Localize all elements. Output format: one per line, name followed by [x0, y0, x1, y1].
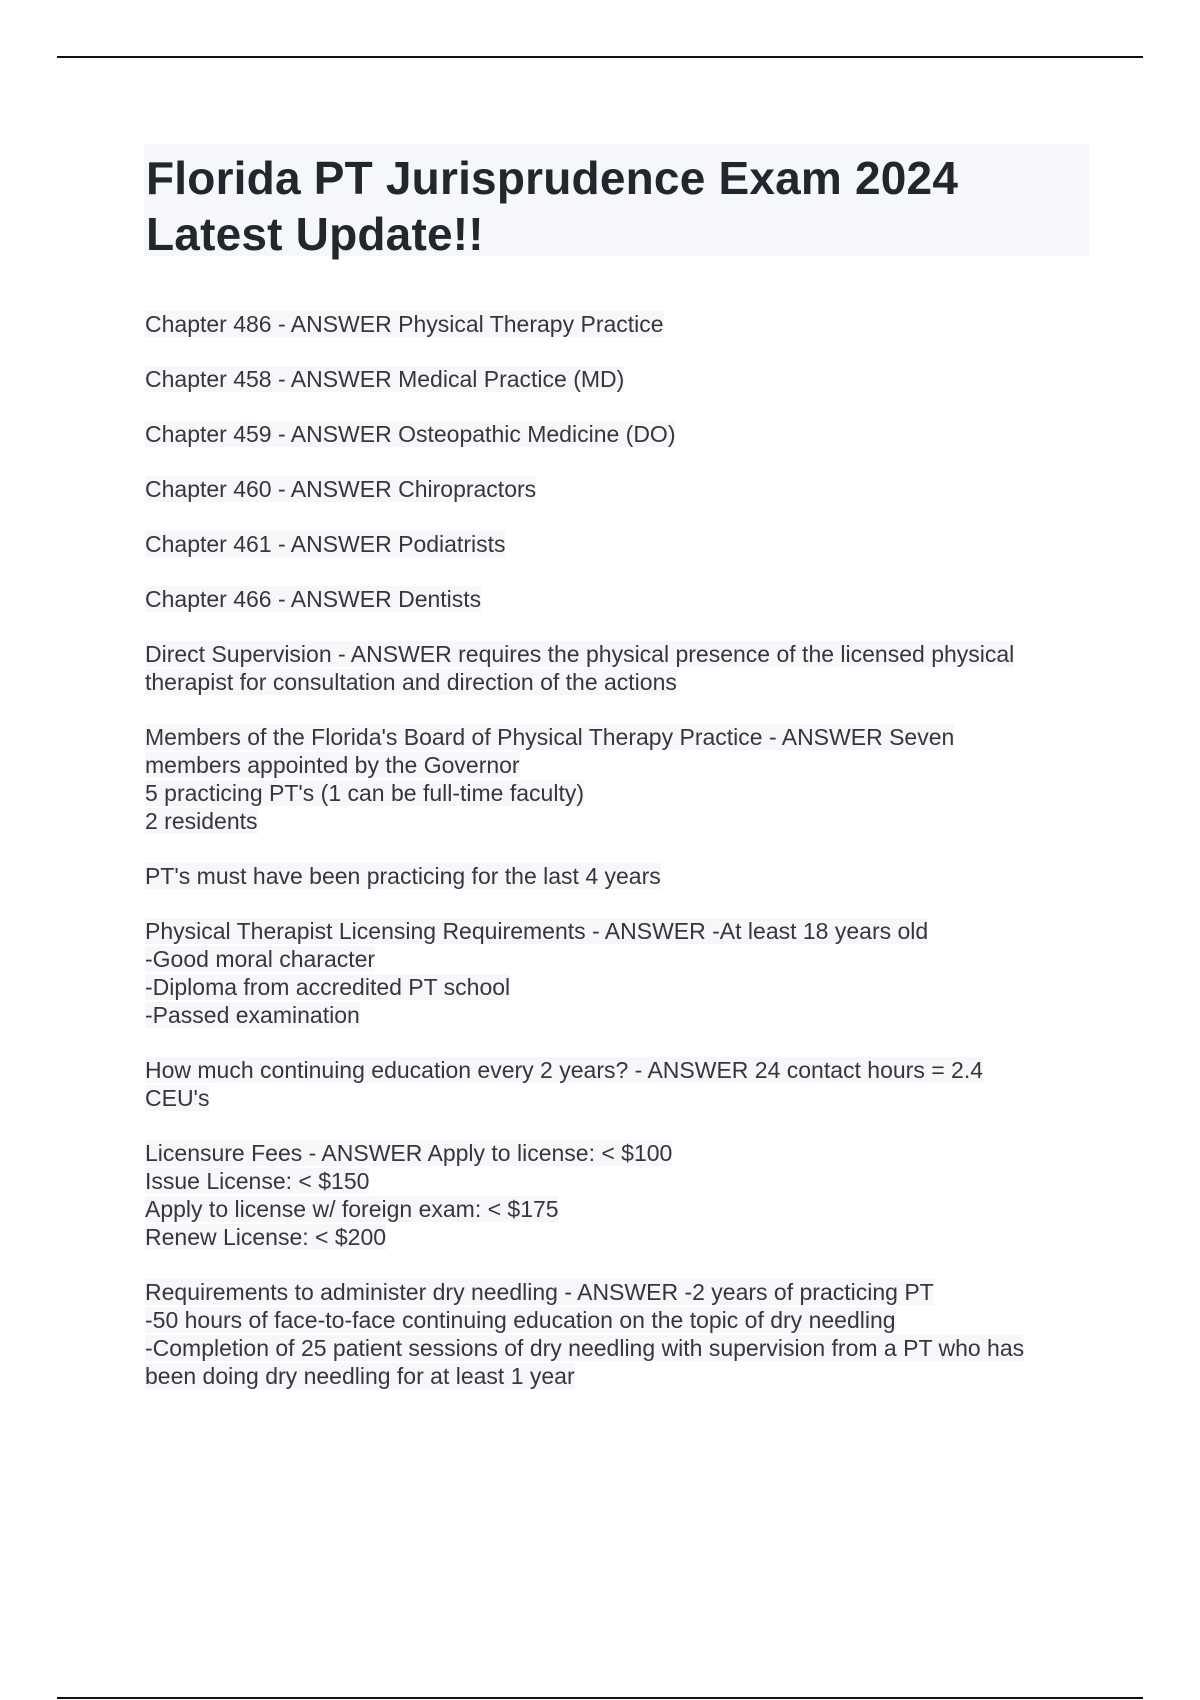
qa-entry-line [145, 807, 1085, 835]
qa-entry-line [145, 475, 1085, 503]
qa-entry-text: Issue License: < $150 [145, 1168, 370, 1194]
qa-entry-text: Chapter 461 - ANSWER Podiatrists [145, 531, 506, 557]
qa-entry-text: Chapter 458 - ANSWER Medical Practice (MD) [145, 366, 625, 392]
qa-entry-text: Chapter 460 - ANSWER Chiropractors [145, 476, 537, 502]
qa-entry [145, 530, 1085, 558]
title-line-1: Florida PT Jurisprudence Exam 2024 [146, 152, 959, 204]
qa-entry-line [145, 1223, 1085, 1251]
qa-entry-text: Apply to license w/ foreign exam: < $175 [145, 1196, 559, 1222]
qa-entry-line [145, 310, 1085, 338]
qa-entry [145, 365, 1085, 393]
qa-entry-line [145, 779, 1085, 807]
qa-entry-line [145, 1139, 1085, 1167]
qa-entry-text: Licensure Fees - ANSWER Apply to license: < $100 [145, 1140, 673, 1166]
qa-entry-text: 2 residents [145, 808, 258, 834]
qa-entry-line [145, 365, 1085, 393]
qa-entry-text: members appointed by the Governor [145, 752, 520, 778]
qa-entry-text: Chapter 466 - ANSWER Dentists [145, 586, 482, 612]
qa-entry-line [145, 917, 1085, 945]
top-rule [57, 56, 1143, 58]
qa-entry-text: PT's must have been practicing for the last 4 years [145, 863, 661, 889]
qa-entry [145, 1056, 1085, 1112]
qa-entry-line [145, 640, 1085, 668]
qa-entry-text: CEU's [145, 1085, 210, 1111]
qa-entry [145, 1139, 1085, 1251]
qa-entry-text: Chapter 486 - ANSWER Physical Therapy Practice [145, 311, 664, 337]
qa-entry-line [145, 862, 1085, 890]
qa-entry [145, 475, 1085, 503]
qa-entry-text: How much continuing education every 2 years? - ANSWER 24 contact hours = 2.4 [145, 1057, 984, 1083]
qa-entry-line [145, 751, 1085, 779]
qa-entry [145, 1278, 1085, 1390]
qa-entry-text: therapist for consultation and direction of the actions [145, 669, 677, 695]
qa-entry-line [145, 585, 1085, 613]
qa-entry-text: Physical Therapist Licensing Requirements - ANSWER -At least 18 years old [145, 918, 929, 944]
qa-entry-text: -Good moral character [145, 946, 376, 972]
qa-entry-text: -Diploma from accredited PT school [145, 974, 511, 1000]
qa-entry-text: -Passed examination [145, 1002, 360, 1028]
qa-entry [145, 917, 1085, 1029]
qa-entry-text: Members of the Florida's Board of Physical Therapy Practice - ANSWER Seven [145, 724, 955, 750]
qa-entry-text: -50 hours of face-to-face continuing education on the topic of dry needling [145, 1307, 896, 1333]
qa-entry-line [145, 723, 1085, 751]
title-line-2: Latest Update!! [146, 208, 484, 260]
qa-entry-line [145, 1001, 1085, 1029]
document-title [144, 144, 1089, 260]
qa-entry-line [145, 530, 1085, 558]
qa-entry-text: Direct Supervision - ANSWER requires the physical presence of the licensed physical [145, 641, 1015, 667]
qa-entry-line [145, 1362, 1085, 1390]
document-body [145, 310, 1085, 1417]
qa-entry-line [145, 420, 1085, 448]
qa-entry [145, 420, 1085, 448]
qa-entry-line [145, 1195, 1085, 1223]
qa-entry-line [145, 945, 1085, 973]
qa-entry-text: Chapter 459 - ANSWER Osteopathic Medicine (DO) [145, 421, 676, 447]
qa-entry [145, 723, 1085, 835]
qa-entry-line [145, 1084, 1085, 1112]
qa-entry-text: Requirements to administer dry needling - ANSWER -2 years of practicing PT [145, 1279, 934, 1305]
qa-entry [145, 640, 1085, 696]
qa-entry-line [145, 973, 1085, 1001]
qa-entry-line [145, 1306, 1085, 1334]
bottom-rule [57, 1697, 1143, 1699]
qa-entry-text: 5 practicing PT's (1 can be full-time faculty) [145, 780, 584, 806]
qa-entry-text: -Completion of 25 patient sessions of dry needling with supervision from a PT who has [145, 1335, 1025, 1361]
qa-entry [145, 310, 1085, 338]
qa-entry-line [145, 1278, 1085, 1306]
qa-entry-line [145, 1056, 1085, 1084]
qa-entry-text: been doing dry needling for at least 1 year [145, 1363, 575, 1389]
qa-entry [145, 862, 1085, 890]
qa-entry-text: Renew License: < $200 [145, 1224, 387, 1250]
qa-entry-line [145, 668, 1085, 696]
qa-entry-line [145, 1334, 1085, 1362]
qa-entry-line [145, 1167, 1085, 1195]
qa-entry [145, 585, 1085, 613]
